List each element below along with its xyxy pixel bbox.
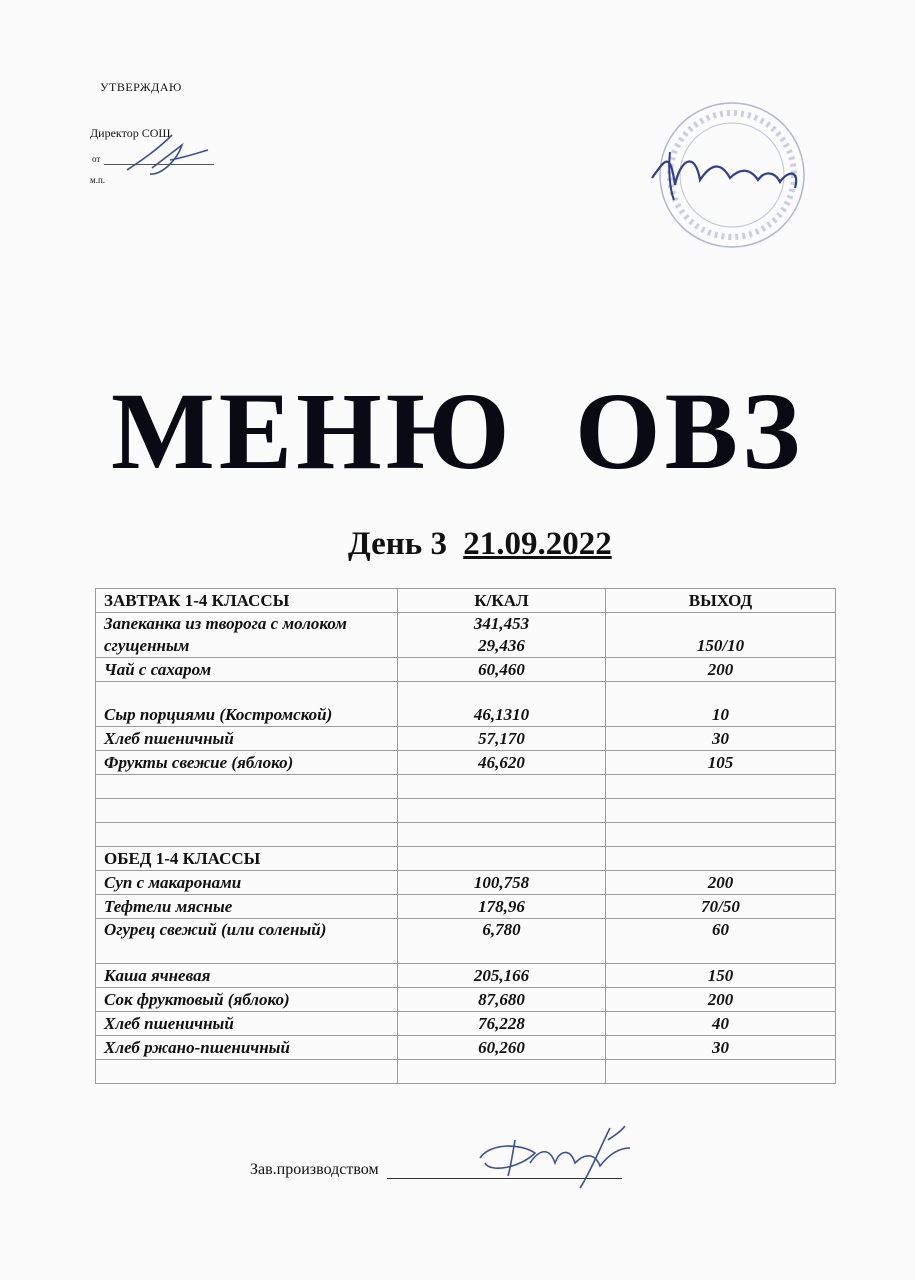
dish-name: Сок фруктовый (яблоко) [96,988,398,1012]
production-manager-label: Зав.производством [250,1161,379,1178]
manager-signature-icon [460,1118,650,1198]
dish-kcal: 87,680 [398,988,606,1012]
dish-name: Запеканка из творога с молоком сгущенным [96,613,398,658]
table-row [96,895,836,919]
dish-output: 30 [606,1036,836,1060]
table-row [96,1012,836,1036]
table-row [96,658,836,682]
dish-output: 105 [606,751,836,775]
dish-kcal: 205,166 [398,964,606,988]
dish-output: 150/10 [606,613,836,658]
dish-name: Хлеб ржано-пшеничный [96,1036,398,1060]
dish-name: Огурец свежий (или соленый) [96,919,398,964]
dish-kcal: 100,758 [398,871,606,895]
table-row [96,919,836,964]
header-output: ВЫХОД [606,589,836,613]
page-title: МЕНЮ ОВЗ [110,370,805,492]
empty-row [96,799,836,823]
approval-title: УТВЕРЖДАЮ [100,80,182,94]
dish-name: Хлеб пшеничный [96,1012,398,1036]
dish-kcal: 60,460 [398,658,606,682]
table-row [96,613,836,658]
approval-position: Директор СОШ [90,126,171,140]
dish-name: Тефтели мясные [96,895,398,919]
dish-output: 10 [606,682,836,727]
day-label: День 3 [348,526,447,562]
dish-kcal: 76,228 [398,1012,606,1036]
lunch-section-header: ОБЕД 1-4 КЛАССЫ [96,847,398,871]
empty-row [96,1060,836,1084]
table-row [96,988,836,1012]
table-row [96,727,836,751]
approval-date-label: от [92,154,101,164]
dish-output: 70/50 [606,895,836,919]
table-row [96,751,836,775]
dish-kcal [398,613,606,658]
table-row [96,682,836,727]
header-kcal: К/КАЛ [398,589,606,613]
dish-name: Суп с макаронами [96,871,398,895]
dish-kcal: 46,620 [398,751,606,775]
dish-kcal: 178,96 [398,895,606,919]
empty-row [96,823,836,847]
table-header-row [96,589,836,613]
dish-name: Каша ячневая [96,964,398,988]
dish-name: Фрукты свежие (яблоко) [96,751,398,775]
dish-output: 200 [606,988,836,1012]
table-row [96,1036,836,1060]
dish-kcal: 6,780 [398,919,606,964]
approval-seal-label: м.п. [90,175,106,185]
dish-kcal-value: 29,436 [478,636,525,655]
approval-block [82,78,232,198]
day-date: 21.09.2022 [463,526,612,562]
dish-name: Чай с сахаром [96,658,398,682]
menu-table [95,588,836,1084]
dish-kcal: 46,1310 [398,682,606,727]
official-stamp-icon [640,90,815,260]
day-heading [348,526,612,563]
dish-kcal-extra: 341,453 [473,614,530,633]
dish-output: 150 [606,964,836,988]
dish-output: 30 [606,727,836,751]
dish-name: Сыр порциями (Костромской) [96,682,398,727]
header-meal: ЗАВТРАК 1-4 КЛАССЫ [96,589,398,613]
director-signature-icon [122,130,212,180]
table-row [96,964,836,988]
table-row [96,871,836,895]
dish-kcal: 60,260 [398,1036,606,1060]
dish-output: 200 [606,658,836,682]
dish-output: 200 [606,871,836,895]
dish-kcal: 57,170 [398,727,606,751]
empty-row [96,775,836,799]
section-row [96,847,836,871]
dish-output: 40 [606,1012,836,1036]
dish-output: 60 [606,919,836,964]
dish-name: Хлеб пшеничный [96,727,398,751]
